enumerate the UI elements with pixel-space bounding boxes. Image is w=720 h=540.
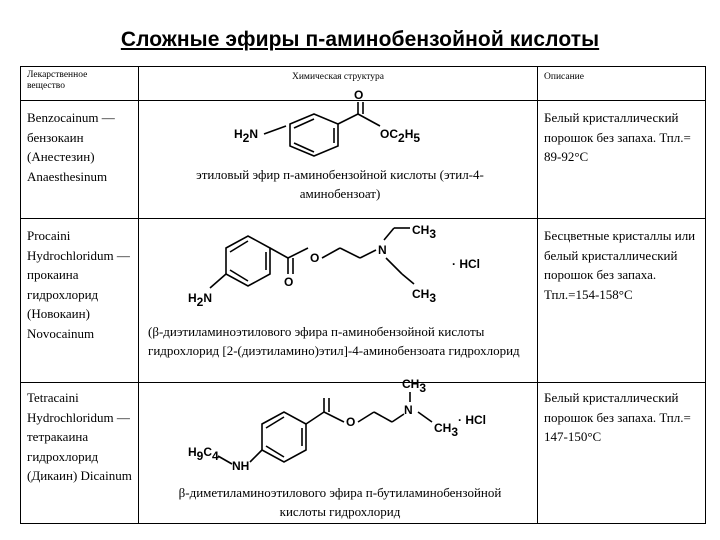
esters-table — [20, 66, 706, 524]
nh-label: NH — [232, 459, 250, 473]
description: Белый кристаллический порошок без запаха. Тпл.= 147-150°С — [544, 390, 691, 444]
drug-name: Tetracaini Hydrochloridum — тетракаина гидрохлорид (Дикаин) Dicainum — [27, 390, 132, 483]
methyl-top: CH3 — [412, 223, 437, 241]
page-title: Сложные эфиры п-аминобензойной кислоты — [120, 28, 600, 51]
structure-caption: β-диметиламиноэтилового эфира п-бутиламинобензойной кислоты гидрохлорид — [178, 485, 502, 519]
alkylamine-label: H9C4 — [188, 445, 219, 463]
row-divider — [20, 218, 706, 219]
table-border-top — [20, 66, 706, 67]
drug-name: Benzocainum — бензокаин (Анестезин) Anaesthesinum — [27, 110, 115, 184]
tertiary-nitrogen: N — [404, 403, 413, 417]
table-border-right — [705, 66, 706, 524]
carbonyl-oxygen: O — [354, 88, 364, 102]
header-drug: Лекарственное вещество — [27, 70, 88, 91]
table-border-left — [20, 66, 21, 524]
tetracaine-structure — [188, 377, 488, 482]
tertiary-nitrogen: N — [378, 243, 387, 257]
row-divider — [20, 382, 706, 383]
methyl-bottom: CH3 — [412, 287, 437, 305]
structure-caption: этиловый эфир п-аминобензойной кислоты (этил-4-аминобензоат) — [196, 167, 484, 201]
ester-group-label: OC2H5 — [380, 127, 421, 145]
drug-name: Procaini Hydrochloridum — прокаина гидрохлорид (Новокаин) Novocainum — [27, 228, 130, 341]
hcl-label: · HCl — [458, 413, 486, 427]
amine-label: H2N — [234, 127, 259, 145]
methyl-top: CH3 — [402, 377, 427, 395]
amine-label: H2N — [188, 291, 213, 309]
description: Бесцветные кристаллы или белый кристаллический порошок без запаха. Тпл.=154-158°С — [544, 228, 696, 302]
benzocaine-structure — [230, 88, 460, 174]
header-description: Описание — [544, 72, 584, 82]
methyl-right: CH3 — [434, 421, 459, 439]
description: Белый кристаллический порошок без запаха. Тпл.= 89-92°С — [544, 110, 691, 164]
header-structure: Химическая структура — [291, 72, 384, 82]
carbonyl-oxygen: O — [284, 275, 294, 289]
ester-oxygen: O — [346, 415, 356, 429]
ester-oxygen: O — [310, 251, 320, 265]
structure-caption: (β-диэтиламиноэтилового эфира п-аминобензойной кислоты гидрохлорид [2-(диэтиламино)этил]-4-аминобензоата гидрохлорид — [148, 324, 520, 358]
column-divider — [537, 66, 538, 524]
procaine-structure — [180, 223, 480, 326]
table-border-bottom — [20, 523, 706, 524]
hcl-label: · HCl — [452, 257, 480, 271]
